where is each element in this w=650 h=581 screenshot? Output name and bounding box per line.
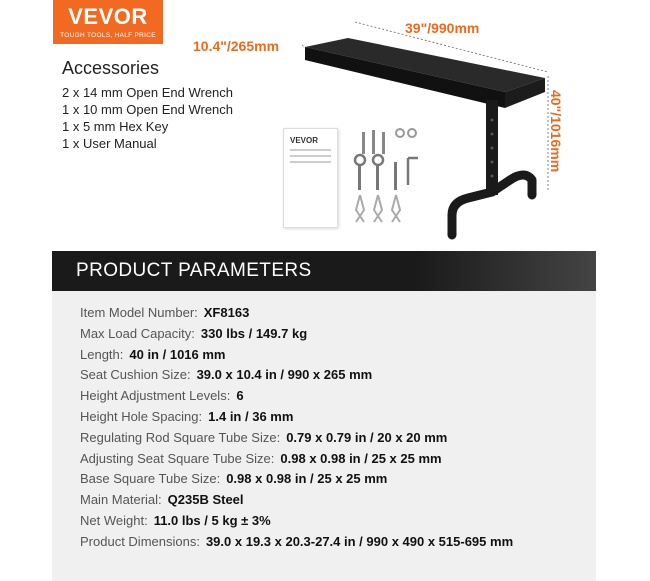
user-manual-image [283, 128, 338, 228]
parameter-value: 39.0 x 10.4 in / 990 x 265 mm [196, 367, 373, 383]
dimension-depth: 10.4"/265mm [193, 38, 280, 54]
parameter-value: 1.4 in / 36 mm [208, 408, 294, 424]
parameter-label: Item Model Number: [80, 305, 198, 320]
dimension-width: 39"/990mm [405, 20, 480, 36]
parameter-row [80, 449, 513, 470]
parameters-list [80, 303, 513, 553]
brand-tagline: TOUGH TOOLS, HALF PRICE [60, 32, 156, 39]
product-parameters-panel [52, 251, 596, 581]
manual-text-line [290, 149, 331, 151]
parameter-label: Main Material: [80, 492, 162, 508]
parameter-row [80, 407, 513, 428]
manual-text-line [290, 155, 331, 157]
accessory-item: 1 x 5 mm Hex Key [62, 119, 169, 134]
parameter-label: Seat Cushion Size: [80, 367, 191, 383]
bench-seat [305, 38, 545, 108]
parameter-value: 0.98 x 0.98 in / 25 x 25 mm [280, 450, 442, 466]
accessory-item: 1 x User Manual [62, 136, 157, 151]
parameter-label: Height Adjustment Levels: [80, 388, 231, 404]
hardware-parts [355, 129, 418, 222]
parameter-value: 0.98 x 0.98 in / 25 x 25 mm [226, 471, 388, 487]
parameter-row [80, 490, 513, 511]
parameter-label: Max Load Capacity: [80, 325, 195, 341]
parameter-value: Q235B Steel [167, 492, 244, 508]
parameter-value: 330 lbs / 149.7 kg [200, 325, 308, 341]
parameter-row [80, 532, 513, 553]
dimension-height-wrap [548, 90, 562, 190]
parameter-row [80, 324, 513, 345]
parameter-value: 0.79 x 0.79 in / 20 x 20 mm [286, 429, 448, 445]
bench-post [486, 100, 498, 195]
parameter-label: Regulating Rod Square Tube Size: [80, 429, 281, 445]
parameter-row [80, 365, 513, 386]
dimension-height: 40"/1016mm [548, 90, 564, 173]
parameter-row [80, 345, 513, 366]
parameter-value: 11.0 lbs / 5 kg ± 3% [153, 512, 271, 528]
parameter-label: Base Square Tube Size: [80, 471, 221, 487]
parameter-value: 6 [236, 388, 244, 404]
parameter-label: Net Weight: [80, 512, 148, 528]
parameter-label: Product Dimensions: [80, 533, 200, 549]
panel-title: PRODUCT PARAMETERS [76, 260, 312, 281]
parameter-value: XF8163 [203, 305, 250, 320]
accessories-title: Accessories [62, 58, 160, 78]
parameter-value: 40 in / 1016 mm [129, 346, 226, 362]
brand-name: VEVOR [68, 4, 148, 29]
parameter-value: 39.0 x 19.3 x 20.3-27.4 in / 990 x 490 x 515-695 mm [205, 533, 514, 549]
header-shade [416, 251, 596, 291]
parameter-row [80, 469, 513, 490]
manual-logo: VEVOR [290, 136, 319, 145]
parameter-row [80, 303, 513, 324]
panel-header [52, 251, 596, 291]
accessory-item: 1 x 10 mm Open End Wrench [62, 102, 234, 117]
parameter-row [80, 511, 513, 532]
accessory-item: 2 x 14 mm Open End Wrench [62, 85, 234, 100]
parameter-label: Length: [80, 346, 124, 362]
parameter-row [80, 386, 513, 407]
parameter-label: Adjusting Seat Square Tube Size: [80, 450, 275, 466]
parameter-row [80, 428, 513, 449]
manual-text-line [290, 161, 331, 163]
parameter-label: Height Hole Spacing: [80, 408, 203, 424]
